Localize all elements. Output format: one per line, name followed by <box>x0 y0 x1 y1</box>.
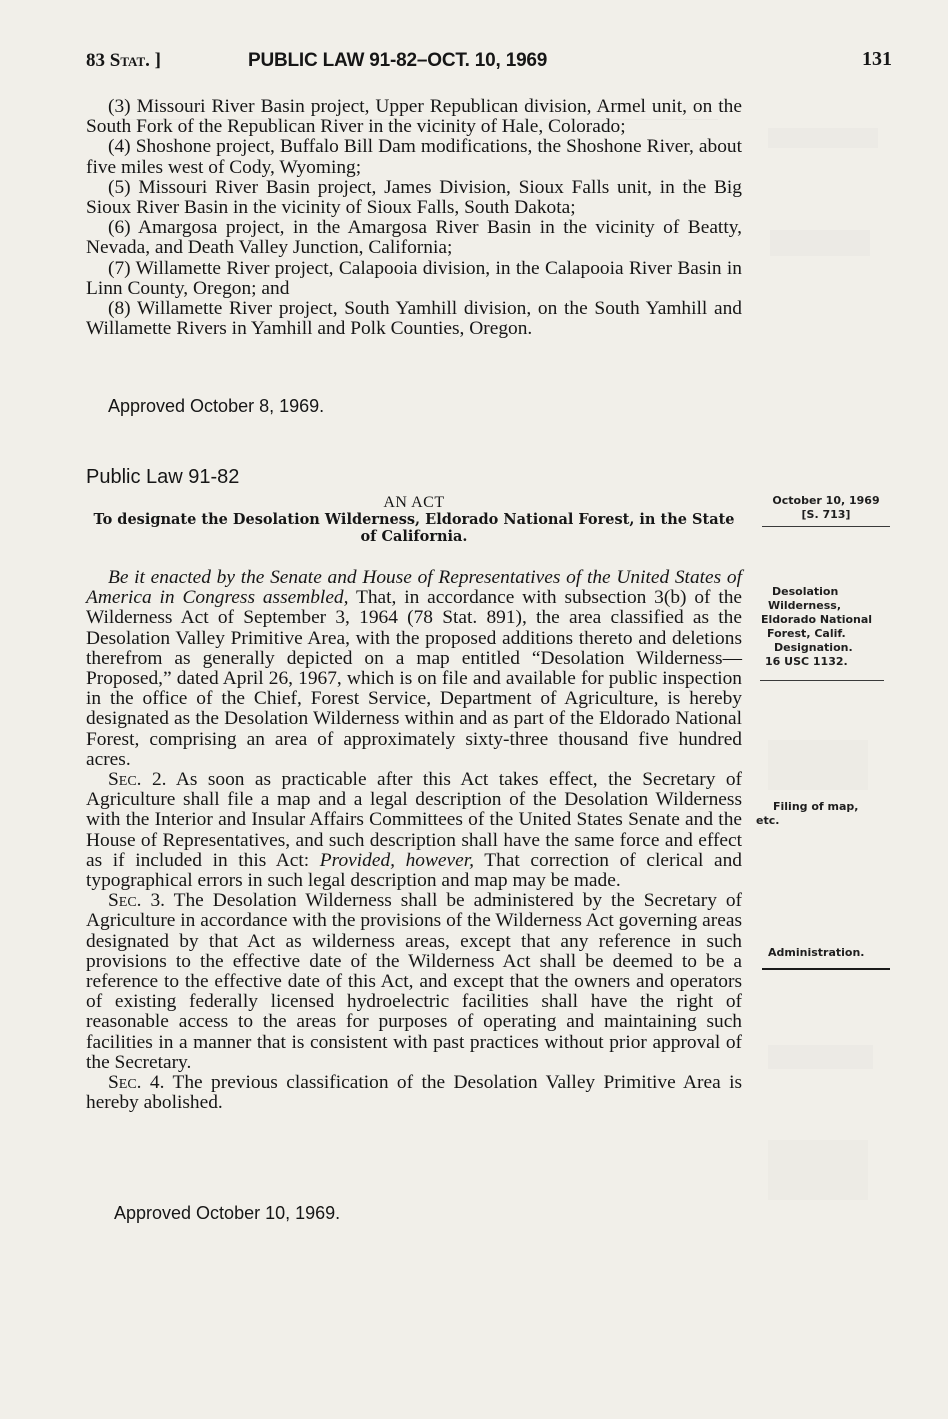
enacting-clause: Be it enacted by the Senate and House of Representatives of the United States of America in Congress assembled, <box>86 567 742 609</box>
section-4-text: The previous classification of the Desolation Valley Primitive Area is hereby abolished. <box>86 1072 743 1114</box>
approval-date-2: Approved October 10, 1969. <box>114 1203 341 1223</box>
margin-line: Forest, Calif. <box>767 627 846 640</box>
public-law-title: Public Law 91-82 <box>86 466 240 488</box>
act-title <box>86 511 742 545</box>
margin-note-date <box>762 494 890 522</box>
approval-date-1: Approved October 8, 1969. <box>108 396 325 416</box>
statute-volume: 83 Stat. ] <box>86 50 161 71</box>
bleed-through-margin <box>770 230 870 256</box>
section-2 <box>86 770 742 891</box>
project-item-4: (4) Shoshone project, Buffalo Bill Dam modifications, the Shoshone River, about five miles west of Cody, Wyoming; <box>86 136 742 178</box>
margin-line: Eldorado National <box>761 613 873 626</box>
section-2-text: As soon as practicable after this Act takes effect, the Secretary of Agriculture shall file a map and a legal description of the Desolation Wilderness with the Interior and Insular Affairs Committees of the United States Senate and the House of Representatives, and such description shall have the same force and effect as if included in this Act: <box>86 769 742 871</box>
margin-line: Filing of map, <box>773 800 859 813</box>
bleed-through-margin <box>768 1045 873 1069</box>
margin-line: Wilderness, <box>768 599 841 612</box>
project-item-7: (7) Willamette River project, Calapooia division, in the Calapooia River Basin in Linn County, Oregon; and <box>86 257 742 299</box>
margin-note-filing <box>756 800 886 828</box>
section-1-text: That, in accordance with subsection 3(b) of the Wilderness Act of September 3, 1964 (78 Stat. 891), the area classified as the Desolation Valley Primitive Area, with the proposed additions thereto and deletions therefrom as generally depicted on a map entitled “Desolation Wilderness—Proposed,” dated April 26, 1967, which is on file and available for public inspection in the office of the Chief, Forest Service, Department of Agriculture, is hereby designated as the Desolation Wilderness within and as part of the Eldorado National Forest, comprising an area of approximately sixty-three thousand five hundred acres. <box>86 587 743 770</box>
section-4 <box>86 1073 742 1113</box>
section-1 <box>86 568 742 770</box>
project-item-3: (3) Missouri River Basin project, Upper Republican division, Armel unit, on the South Fork of the Republican River in the vicinity of Hale, Colorado; <box>86 96 742 138</box>
act-title-line-1: To designate the Desolation Wilderness, Eldorado National Forest, in the State <box>93 511 735 528</box>
enactment-date: October 10, 1969 <box>772 494 880 507</box>
project-item-5: (5) Missouri River Basin project, James Division, Sioux Falls unit, in the Big Sioux River Basin in the vicinity of Sioux Falls, South Dakota; <box>86 176 742 219</box>
act-body <box>86 568 742 1113</box>
section-4-label: Sec. 4. <box>108 1072 165 1094</box>
section-2-label: Sec. 2. <box>108 769 167 791</box>
section-2-proviso-text: That correction of clerical and typographical errors in such legal description and map may be made. <box>86 849 742 892</box>
proviso: Provided, however, <box>319 849 474 871</box>
section-3 <box>86 891 742 1073</box>
act-title-line-2: of California. <box>360 528 468 545</box>
bill-number: [S. 713] <box>801 508 851 521</box>
bleed-through-margin <box>768 1140 868 1200</box>
page-number: 131 <box>862 48 892 70</box>
running-header <box>86 48 892 76</box>
margin-rule <box>762 968 890 970</box>
project-item-6: (6) Amargosa project, in the Amargosa River Basin in the vicinity of Beatty, Nevada, and Death Valley Junction, California; <box>86 217 742 259</box>
margin-note-designation <box>760 585 890 669</box>
section-3-text: The Desolation Wilderness shall be administered by the Secretary of Agriculture in accordance with the provisions of the Wilderness Act governing areas designated by that Act as wilderness areas, except that any reference in such provisions to the effective date of the Wilderness Act shall be deemed to be a reference to the effective date of this Act, and except that the owners and operators of existing federally licensed hydroelectric facilities shall have the right of reasonable access to the areas for purposes of operating and maintaining such facilities in a manner that is consistent with past practices without prior approval of the Secretary. <box>86 890 743 1073</box>
margin-line: Desolation <box>772 585 839 598</box>
project-list <box>86 97 742 339</box>
header-title: PUBLIC LAW 91-82–OCT. 10, 1969 <box>248 50 548 71</box>
margin-line: 16 USC 1132. <box>765 655 848 668</box>
margin-rule <box>762 526 890 527</box>
bleed-through-margin <box>768 128 878 148</box>
bleed-through-margin <box>768 740 868 790</box>
margin-line: etc. <box>756 814 780 827</box>
margin-line: Designation. <box>774 641 853 654</box>
section-3-label: Sec. 3. <box>108 890 166 912</box>
an-act-heading: AN ACT <box>383 494 445 511</box>
margin-note-administration: Administration. <box>768 946 865 959</box>
project-item-8: (8) Willamette River project, South Yamhill division, on the South Yamhill and Willamette Rivers in Yamhill and Polk Counties, Oregon. <box>86 298 742 340</box>
margin-rule <box>760 680 884 681</box>
